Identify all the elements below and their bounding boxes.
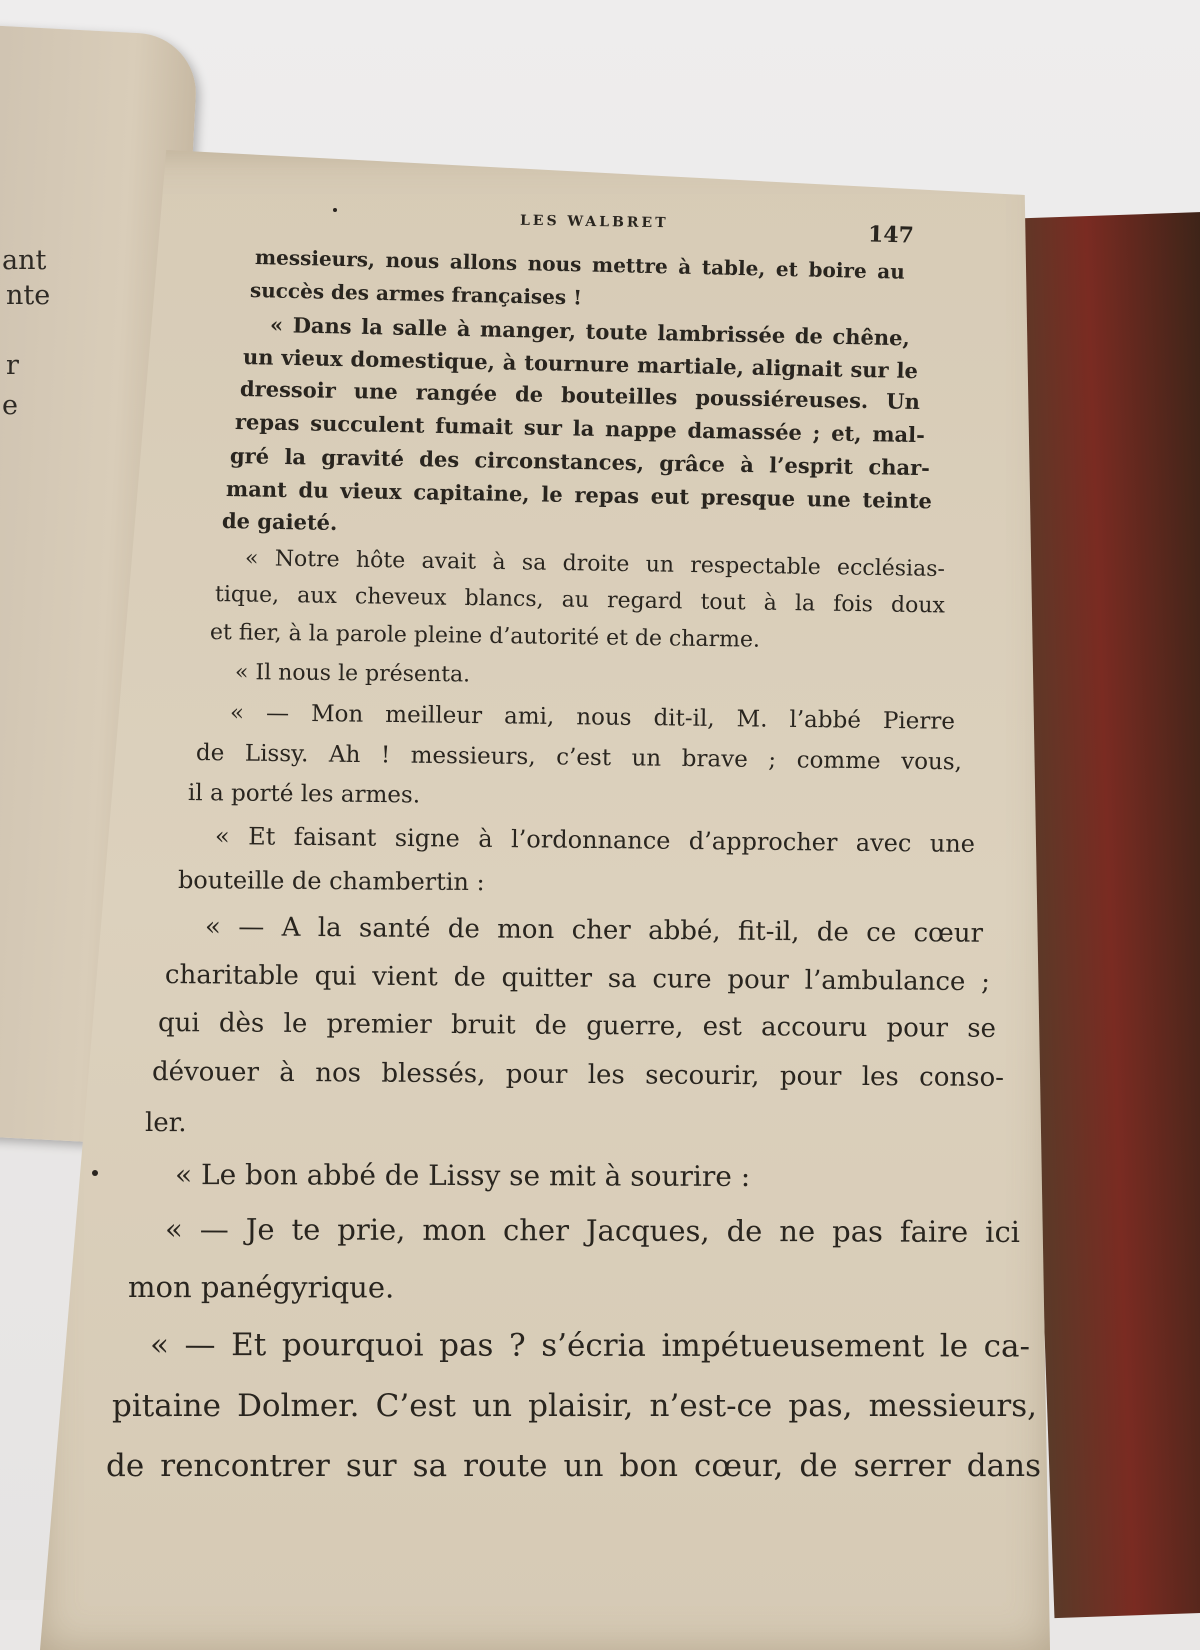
text-line: de gaieté. — [221, 508, 338, 536]
text-line: et fier, à la parole pleine d’autorité et de charme. — [209, 620, 761, 653]
left-page-fragment: nte — [6, 280, 51, 311]
text-line: il a porté les armes. — [187, 780, 421, 809]
text-line: repas succulent fumait sur la nappe damassée ; et, mal- — [234, 409, 926, 448]
text-line: dressoir une rangée de bouteilles poussiéreuses. Un — [239, 376, 921, 415]
text-line: de Lissy. Ah ! messieurs, c’est un brave ; comme vous, — [195, 740, 963, 776]
text-line: un vieux domestique, à tournure martiale, alignait sur le — [242, 344, 919, 384]
text-line: dévouer à nos blessés, pour les secourir, pour les conso- — [151, 1057, 1005, 1093]
text-line: ler. — [144, 1108, 187, 1139]
text-line: pitaine Dolmer. C’est un plaisir, n’est-ce pas, messieurs, — [112, 1388, 1037, 1424]
text-line: gré la gravité des circonstances, grâce à l’esprit char- — [229, 443, 931, 481]
running-head: LES WALBRET — [519, 212, 669, 232]
text-line: qui dès le premier bruit de guerre, est accouru pour se — [157, 1008, 997, 1044]
text-line: « — A la santé de mon cher abbé, fit-il, de ce cœur — [204, 912, 984, 949]
left-page-fragment: e — [2, 390, 18, 421]
left-page-fragment: ant — [2, 245, 47, 276]
text-line: succès des armes françaises ! — [249, 278, 583, 310]
text-line: « — Mon meilleur ami, nous dit-il, M. l’abbé Pierre — [229, 700, 956, 735]
text-line: charitable qui vient de quitter sa cure pour l’ambulance ; — [164, 960, 991, 998]
text-line: bouteille de chambertin : — [177, 866, 485, 897]
text-line: « Dans la salle à manger, toute lambrissée de chêne, — [269, 312, 911, 351]
page-number: 147 — [867, 221, 915, 249]
print-speck — [92, 1170, 98, 1176]
text-line: de rencontrer sur sa route un bon cœur, de serrer dans — [106, 1448, 1041, 1484]
text-line: « — Et pourquoi pas ? s’écria impétueusement le ca- — [149, 1327, 1031, 1365]
text-line: mant du vieux capitaine, le repas eut presque une teinte — [225, 476, 933, 514]
text-line: « Le bon abbé de Lissy se mit à sourire : — [174, 1158, 751, 1194]
print-speck — [333, 208, 337, 212]
text-line: mon panégyrique. — [127, 1270, 395, 1305]
text-line: messieurs, nous allons nous mettre à table, et boire au — [254, 245, 906, 284]
text-line: « Et faisant signe à l’ordonnance d’approcher avec une — [214, 822, 976, 858]
text-line: « — Je te prie, mon cher Jacques, de ne pas faire ici — [164, 1212, 1021, 1249]
text-line: « Il nous le présenta. — [234, 660, 471, 688]
left-page-fragment: r — [6, 350, 19, 381]
text-line: tique, aux cheveux blancs, au regard tout à la fois doux — [214, 582, 946, 619]
text-line: « Notre hôte avait à sa droite un respectable ecclésias- — [244, 546, 946, 582]
